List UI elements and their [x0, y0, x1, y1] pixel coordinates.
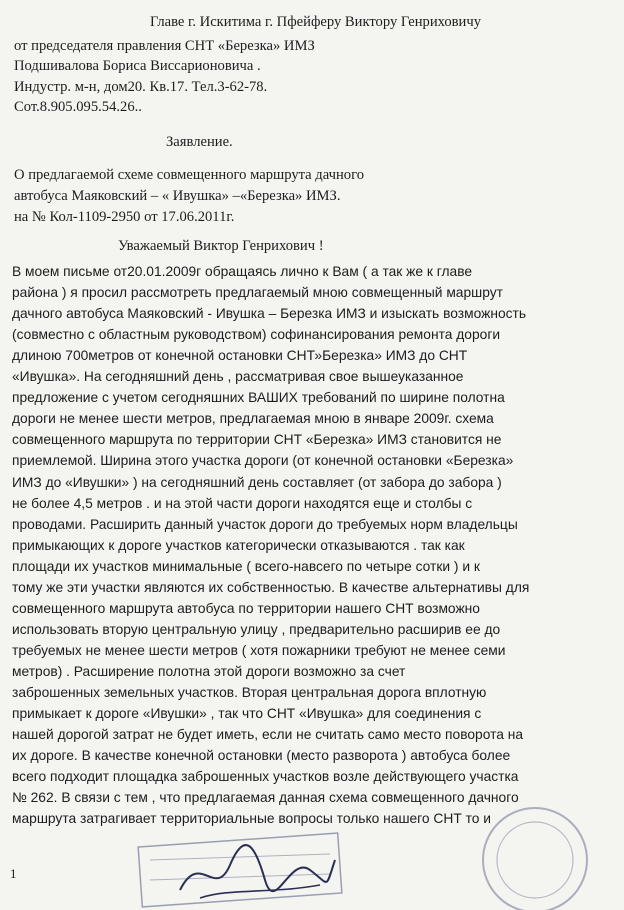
body-line: В моем письме от20.01.2009г обращаясь лично к Вам ( а так же к главе	[12, 264, 473, 279]
body-line: совмещенного маршрута по территории СНТ «Березка» ИМЗ становится не	[12, 432, 502, 447]
body-line: предложение с учетом сегодняшних ВАШИХ требований по ширине полотна	[12, 390, 505, 405]
subject-line-2: автобуса Маяковский – « Ивушка» –«Березка» ИМЗ.	[14, 188, 341, 204]
body-line: не более 4,5 метров . и на этой части дороги находятся еще и столбы с	[12, 496, 473, 511]
body-line: требуемых не менее шести метров ( хотя пожарники требуют не менее семи	[12, 643, 506, 658]
body-line: площади их участков минимальные ( всего-навсего по четыре сотки ) и к	[12, 559, 480, 574]
subject-line-3: на № Кол-1109-2950 от 17.06.2011г.	[14, 209, 235, 225]
body-line: их дороге. В качестве конечной остановки (место разворота ) автобуса более	[12, 748, 511, 763]
body-line: дачного автобуса Маяковский - Ивушка – Березка ИМЗ и изыскать возможность	[12, 306, 527, 321]
body-line: всего подходит площадка заброшенных участков возле действующего участка	[12, 769, 519, 784]
body-line: примыкающих к дороге участков категорически отказываются . так как	[12, 538, 465, 553]
round-seal-icon	[470, 800, 600, 910]
body-line: № 262. В связи с тем , что предлагаемая данная схема совмещенного дачного	[12, 790, 519, 805]
page-number: 1	[10, 866, 17, 881]
body-line: совмещенного маршрута автобуса по территории нашего СНТ возможно	[12, 601, 480, 616]
sender-line-3: Индустр. м-н, дом20. Кв.17. Тел.3-62-78.	[14, 79, 268, 95]
sender-line-4: Сот.8.905.095.54.26..	[14, 99, 142, 115]
body-line: маршрута затрагивает территориальные вопросы только нашего СНТ то и	[12, 811, 491, 826]
body-line: (совместно с областным руководством) софинансирования ремонта дороги	[12, 327, 501, 342]
body-line: дороги не менее шести метров, предлагаемая мною в январе 2009г. схема	[12, 411, 494, 426]
body-line: проводами. Расширить данный участок дороги до требуемых норм владельцы	[12, 517, 518, 532]
body-line: метров) . Расширение полотна этой дороги возможно за счет	[12, 664, 406, 679]
body-line: «Ивушка». На сегодняшний день , рассматривая свое вышеуказанное	[12, 369, 464, 384]
signature-icon	[170, 830, 340, 910]
salutation: Уважаемый Виктор Генрихович !	[118, 238, 324, 254]
addressee-line: Главе г. Искитима г. Пфейферу Виктору Генриховичу	[150, 14, 482, 30]
body-line: примыкает к дороге «Ивушки» , так что СНТ «Ивушка» для соединения с	[12, 706, 482, 721]
body-line: приемлемой. Ширина этого участка дороги (от конечной остановки «Березка»	[12, 453, 514, 468]
body-line: использовать вторую центральную улицу , предварительно расширив ее до	[12, 622, 501, 637]
body-line: ИМЗ до «Ивушки» ) на сегодняшний день составляет (от забора до забора )	[12, 475, 502, 490]
subject-line-1: О предлагаемой схеме совмещенного маршрута дачного	[14, 167, 364, 183]
sender-line-1: от председателя правления СНТ «Березка» ИМЗ	[14, 38, 315, 54]
body-line: тому же эти участки являются их собственностью. В качестве альтернативы для	[12, 580, 530, 595]
body-line: района ) я просил рассмотреть предлагаемый мною совмещенный маршрут	[12, 285, 503, 300]
body-line: длиною 700метров от конечной остановки СНТ»Березка» ИМЗ до СНТ	[12, 348, 468, 363]
body-line: заброшенных земельных участков. Вторая центральная дорога вплотную	[12, 685, 487, 700]
document-title: Заявление.	[166, 134, 233, 150]
body-line: нашей дорогой затрат не будет иметь, если не считать само место поворота на	[12, 727, 524, 742]
sender-line-2: Подшивалова Бориса Виссарионовича .	[14, 58, 261, 74]
